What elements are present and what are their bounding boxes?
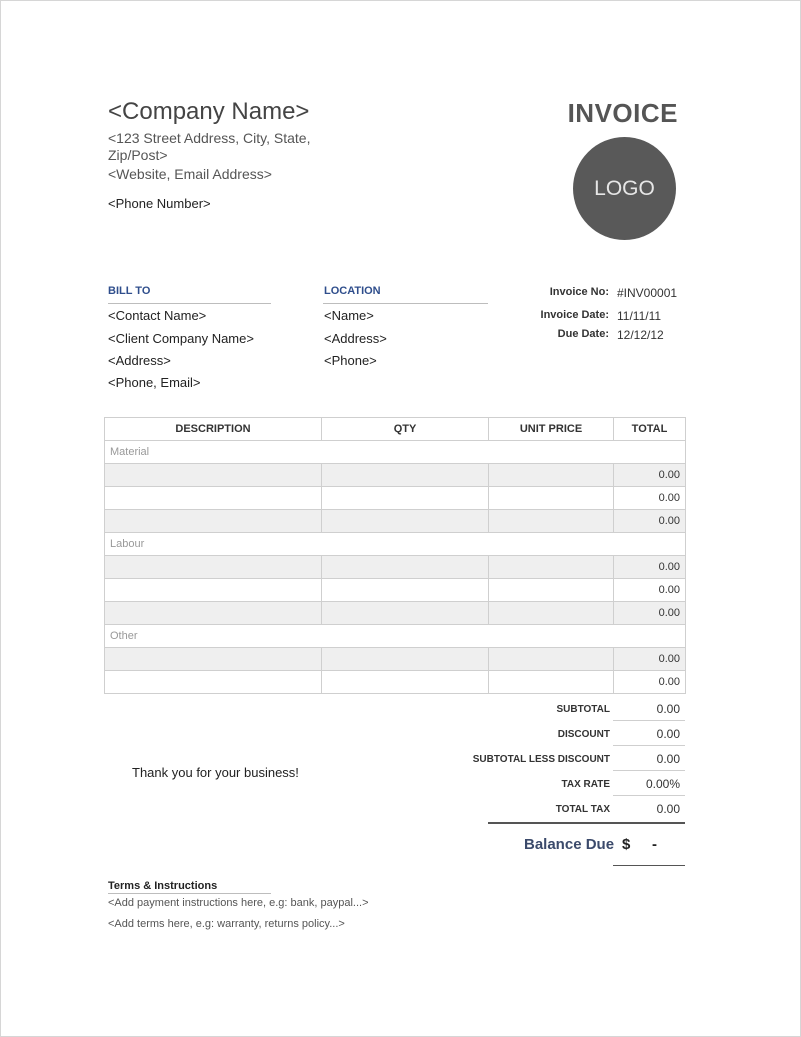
bill-to-divider bbox=[108, 303, 271, 304]
subtotal-less-discount-label: SUBTOTAL LESS DISCOUNT bbox=[472, 754, 610, 765]
total-cell: 0.00 bbox=[614, 464, 686, 487]
description-cell[interactable] bbox=[105, 602, 322, 625]
section-row-other bbox=[105, 625, 686, 648]
qty-cell[interactable] bbox=[322, 556, 489, 579]
company-website: <Website, Email Address> bbox=[108, 166, 272, 182]
qty-cell[interactable] bbox=[322, 487, 489, 510]
table-row bbox=[105, 487, 686, 510]
table-row bbox=[105, 648, 686, 671]
bill-to-line: <Address> bbox=[108, 353, 171, 368]
tax-rate-label: TAX RATE bbox=[561, 779, 610, 790]
location-line: <Phone> bbox=[324, 353, 377, 368]
section-label: Other bbox=[105, 625, 686, 648]
location-heading: LOCATION bbox=[324, 285, 381, 297]
balance-underline bbox=[613, 865, 685, 866]
total-tax-value: 0.00 bbox=[656, 802, 680, 816]
due-date-label: Due Date: bbox=[557, 328, 609, 340]
unit-price-cell[interactable] bbox=[489, 602, 614, 625]
description-cell[interactable] bbox=[105, 510, 322, 533]
discount-label: DISCOUNT bbox=[557, 729, 610, 740]
due-date-value: 12/12/12 bbox=[617, 328, 664, 342]
invoice-date-value: 11/11/11 bbox=[617, 309, 662, 323]
thank-you-note: Thank you for your business! bbox=[132, 765, 299, 780]
tax-rate-value: 0.00% bbox=[645, 777, 680, 791]
qty-cell[interactable] bbox=[322, 648, 489, 671]
total-cell: 0.00 bbox=[614, 579, 686, 602]
total-cell: 0.00 bbox=[614, 648, 686, 671]
table-row bbox=[105, 510, 686, 533]
table-row bbox=[105, 671, 686, 694]
table-row bbox=[105, 556, 686, 579]
qty-cell[interactable] bbox=[322, 464, 489, 487]
description-cell[interactable] bbox=[105, 556, 322, 579]
section-label: Material bbox=[105, 441, 686, 464]
bill-to-heading: BILL TO bbox=[108, 285, 151, 297]
description-cell[interactable] bbox=[105, 464, 322, 487]
subtotal-value: 0.00 bbox=[656, 702, 680, 716]
description-cell[interactable] bbox=[105, 487, 322, 510]
invoice-no-label: Invoice No: bbox=[549, 286, 609, 298]
description-cell[interactable] bbox=[105, 579, 322, 602]
invoice-title: INVOICE bbox=[567, 98, 678, 128]
section-row-material bbox=[105, 441, 686, 464]
section-row-labour bbox=[105, 533, 686, 556]
balance-due-label: Balance Due bbox=[524, 836, 615, 853]
unit-price-header: UNIT PRICE bbox=[489, 418, 614, 441]
company-name: <Company Name> bbox=[108, 98, 310, 125]
total-cell: 0.00 bbox=[614, 602, 686, 625]
description-cell[interactable] bbox=[105, 671, 322, 694]
bill-to-line: <Phone, Email> bbox=[108, 375, 201, 390]
unit-price-cell[interactable] bbox=[489, 579, 614, 602]
balance-due-value: - bbox=[652, 836, 657, 853]
table-row bbox=[105, 579, 686, 602]
bill-to-line: <Client Company Name> bbox=[108, 331, 254, 346]
total-tax-label: TOTAL TAX bbox=[555, 804, 610, 815]
unit-price-cell[interactable] bbox=[489, 510, 614, 533]
location-line: <Name> bbox=[324, 308, 374, 323]
terms-line: <Add terms here, e.g: warranty, returns policy...> bbox=[108, 918, 345, 930]
terms-heading: Terms & Instructions bbox=[108, 880, 218, 892]
logo-placeholder: LOGO bbox=[573, 137, 676, 240]
balance-currency: $ bbox=[622, 836, 631, 853]
description-cell[interactable] bbox=[105, 648, 322, 671]
total-cell: 0.00 bbox=[614, 671, 686, 694]
total-header: TOTAL bbox=[614, 418, 686, 441]
table-row bbox=[105, 602, 686, 625]
unit-price-cell[interactable] bbox=[489, 487, 614, 510]
subtotal-label: SUBTOTAL bbox=[556, 704, 610, 715]
company-address: <123 Street Address, City, State, Zip/Post> bbox=[108, 130, 311, 163]
unit-price-cell[interactable] bbox=[489, 556, 614, 579]
section-label: Labour bbox=[105, 533, 686, 556]
summary-divider bbox=[613, 770, 685, 771]
invoice-date-label: Invoice Date: bbox=[540, 309, 609, 321]
invoice-no-value: #INV00001 bbox=[617, 286, 678, 300]
total-divider bbox=[488, 822, 685, 824]
location-divider bbox=[323, 303, 488, 304]
qty-header: QTY bbox=[322, 418, 489, 441]
qty-cell[interactable] bbox=[322, 602, 489, 625]
unit-price-cell[interactable] bbox=[489, 671, 614, 694]
summary-divider bbox=[613, 745, 685, 746]
bill-to-line: <Contact Name> bbox=[108, 308, 207, 323]
total-cell: 0.00 bbox=[614, 510, 686, 533]
description-header: DESCRIPTION bbox=[105, 418, 322, 441]
total-cell: 0.00 bbox=[614, 487, 686, 510]
subtotal-less-discount-value: 0.00 bbox=[656, 752, 680, 766]
unit-price-cell[interactable] bbox=[489, 464, 614, 487]
summary-divider bbox=[613, 720, 685, 721]
qty-cell[interactable] bbox=[322, 510, 489, 533]
table-row bbox=[105, 464, 686, 487]
total-cell: 0.00 bbox=[614, 556, 686, 579]
discount-value: 0.00 bbox=[656, 727, 680, 741]
line-items-table bbox=[104, 417, 686, 694]
unit-price-cell[interactable] bbox=[489, 648, 614, 671]
qty-cell[interactable] bbox=[322, 671, 489, 694]
qty-cell[interactable] bbox=[322, 579, 489, 602]
location-line: <Address> bbox=[324, 331, 387, 346]
terms-line: <Add payment instructions here, e.g: bank, paypal...> bbox=[108, 897, 369, 909]
company-phone: <Phone Number> bbox=[108, 196, 211, 211]
summary-divider bbox=[613, 795, 685, 796]
terms-divider bbox=[108, 893, 271, 894]
table-header-row bbox=[105, 418, 686, 441]
